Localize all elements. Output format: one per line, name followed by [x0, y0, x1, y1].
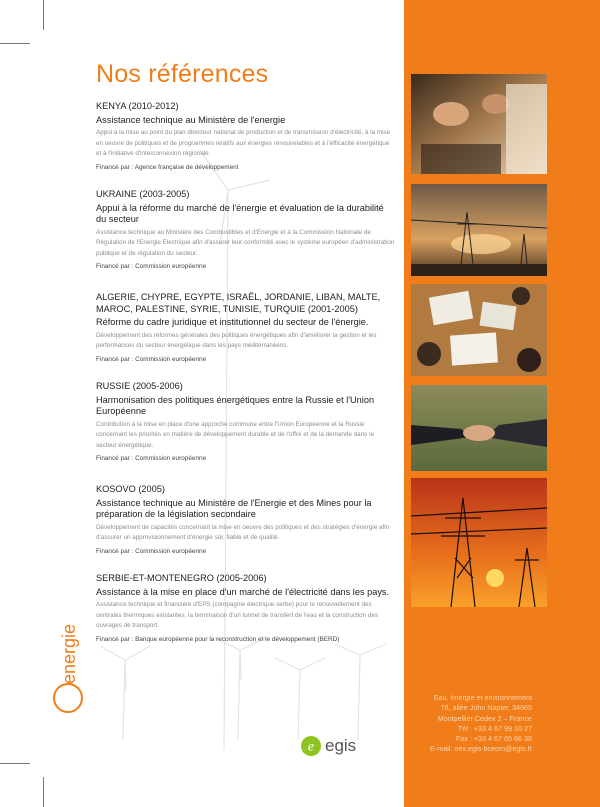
business-meeting-photo	[411, 74, 547, 174]
reference-country: RUSSIE (2005-2006)	[96, 381, 183, 391]
reference-description: Développement des réformes générales des politiques énergétiques afin d'améliorer la gestion et les performances du secteur énergétique dans les pays méditerranéens.	[96, 331, 377, 350]
crop-mark	[0, 763, 30, 764]
contact-line: Eau, énergie et environnement	[433, 693, 532, 702]
reference-funding: Financé par : Commission européenne	[96, 547, 207, 555]
pylons-sunset-photo	[411, 478, 547, 607]
reference-country: UKRAINE (2003-2005)	[96, 189, 190, 199]
egis-logo-text: egis	[325, 736, 357, 755]
reference-description: Assistance technique au Ministère des Combustibles et d'Energie et à la Commission Nationale de Régulation de l'Energie Electrique afin d'assurer leur conformité avec le système européen d'administration publique et de régulation du secteur.	[96, 228, 395, 257]
energie-word: energie	[59, 623, 79, 684]
reference-ukraine	[96, 189, 396, 272]
reference-country: KOSOVO (2005)	[96, 484, 165, 494]
crop-mark	[43, 0, 44, 30]
reference-subject: Assistance technique au Ministère de l'Energie et des Mines pour la préparation de la législation secondaire	[96, 497, 372, 519]
reference-description: Contribution à la mise en place d'une approche commune entre l'Union Européenne et la Russie concernant les priorités en matière de développement durable et de l'offre et de la demande dans le secteur énergétique.	[96, 420, 374, 449]
reference-subject: Assistance à la mise en place d'un marché de l'électricité dans les pays.	[96, 586, 390, 597]
reference-subject: Harmonisation des politiques énergétiques entre la Russie et l'Union Européenne	[96, 394, 375, 416]
page-title: Nos références	[96, 60, 269, 88]
svg-text:e: e	[307, 739, 315, 755]
contact-address: 78, allée John Napier, 34965	[440, 703, 532, 713]
contact-tel: Tél : +33 4 67 99 10 27	[457, 723, 532, 733]
reference-country: ALGERIE, CHYPRE, EGYPTE, ISRAËL, JORDANIE, LIBAN, MALTE, MAROC, PALESTINE, SYRIE, TUNISIE, TURQUIE (2001-2005)	[96, 292, 381, 314]
power-lines-sunset-photo	[411, 184, 547, 276]
reference-kosovo	[96, 484, 396, 557]
contact-city: Montpellier Cedex 2 – France	[437, 713, 532, 723]
reference-subject: Appui à la réforme du marché de l'énergie et évaluation de la durabilité du secteur	[96, 202, 384, 224]
egis-logo-icon	[300, 735, 322, 757]
reference-russie	[96, 381, 396, 464]
reference-subject: Réforme du cadre juridique et institutionnel du secteur de l'énergie.	[96, 317, 369, 327]
reference-description: Assistance technique et financière d'EPS (compagnie électrique serbe) pour le renouvellement des centrales thermiques existantes; la terminaison d'un tunnel de transfert de l'eau et la construction des ouvrages de transport.	[96, 601, 379, 630]
reference-mediterranean	[96, 292, 396, 365]
reference-description: Appui à la mise au point du plan directeur national de production et de transmission d'électricité, à la mise en oeuvre de politiques et de programmes relatifs aux énergies renouvelables et à l'efficacité énergétique et à l'initiative d'interconnexion régionale.	[96, 129, 391, 158]
contact-email[interactable]: E-mail: oex.egis-bceom@egis.fr	[430, 744, 532, 754]
energie-wordmark	[48, 600, 88, 720]
reference-funding: Financé par : Commission européenne	[96, 355, 207, 363]
reference-description: Développement de capacités concernant la mise en oeuvre des politiques et des stratégies d'énergie afin d'assurer un approvisionnement d'énergie sûr, fiable et de qualité.	[96, 523, 390, 542]
reference-country: SERBIE-ET-MONTENEGRO (2005-2006)	[96, 573, 267, 583]
reference-serbie	[96, 573, 396, 645]
reference-funding: Financé par : Agence française de développement	[96, 163, 239, 171]
reference-subject: Assistance technique au Ministère de l'energie	[96, 114, 286, 125]
reference-kenya	[96, 101, 396, 173]
reference-funding: Financé par : Banque européenne pour la reconstruction et le développement (BERD)	[96, 635, 340, 643]
reference-funding: Financé par : Commission européenne	[96, 263, 207, 271]
handshake-photo	[411, 385, 547, 471]
egis-logo	[300, 735, 356, 757]
reference-country: KENYA (2010-2012)	[96, 101, 179, 111]
reference-funding: Financé par : Commission européenne	[96, 455, 207, 463]
contact-block	[430, 693, 532, 755]
crop-mark	[0, 43, 30, 44]
documents-table-photo	[411, 284, 547, 376]
crop-mark	[43, 777, 44, 807]
contact-fax: Fax : +33 4 67 65 66 38	[455, 734, 532, 744]
